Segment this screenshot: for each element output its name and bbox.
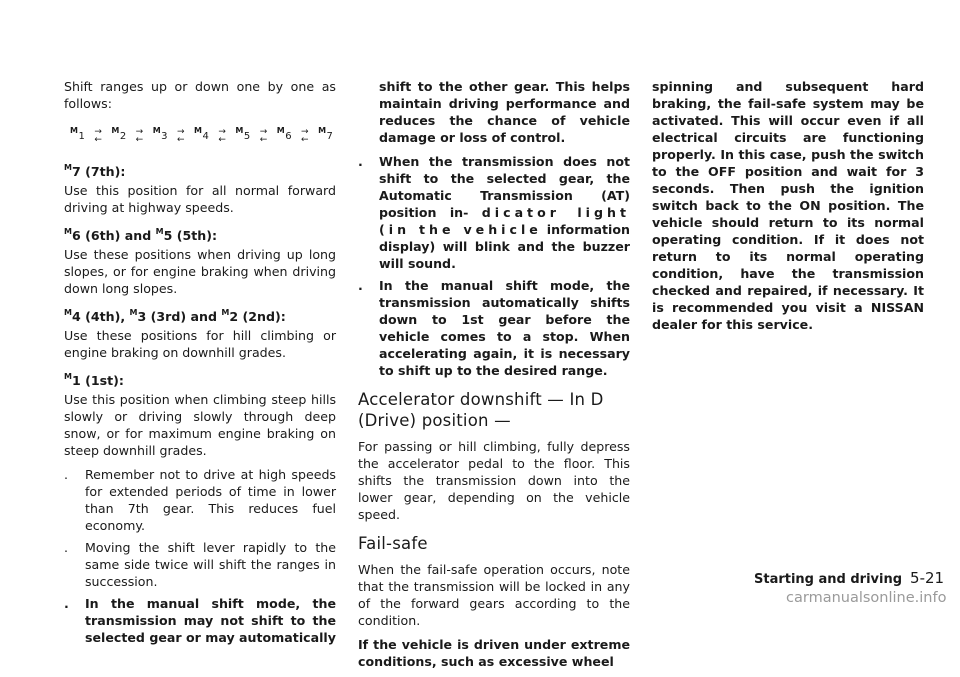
list-item: . In the manual shift mode, the transmission may not shift to the selected gear or may automatically bbox=[64, 596, 336, 645]
shift-arrows-icon: → ← bbox=[301, 127, 310, 145]
note-list bbox=[64, 466, 336, 646]
shift-sequence bbox=[70, 122, 336, 145]
gear-range-item: $^M$3 bbox=[152, 126, 169, 142]
shift-arrows-icon: → ← bbox=[94, 127, 103, 145]
heading-fail-safe: Fail-safe bbox=[358, 534, 428, 553]
warning-list bbox=[358, 153, 630, 379]
gear-range-item: $^M$5 bbox=[235, 126, 251, 142]
section-heading-7th: $^M$7 (7th): bbox=[64, 163, 126, 179]
list-item: . In the manual shift mode, the transmission automatically shifts down to 1st gear before the vehicle comes to a stop. When accelerating again, it is necessary to shift up to the desired range. bbox=[358, 278, 630, 378]
continued-text: shift to the other gear. This helps maintain driving performance and reduces the chance of vehicle damage or loss of control. bbox=[379, 79, 630, 145]
gear-range-item: $^M$4 bbox=[194, 126, 210, 142]
body-accelerator-downshift: For passing or hill climbing, fully depress the accelerator pedal to the floor. This shifts the transmission down into the lower gear, depending on the vehicle speed. bbox=[358, 439, 630, 522]
column-1 bbox=[64, 78, 336, 653]
page-footer bbox=[754, 569, 944, 587]
gear-range-item: $^M$7 bbox=[318, 126, 334, 142]
section-body-1st: Use this position when climbing steep hills slowly or driving slowly through deep snow, or for maximum engine braking on steep downhill grades. bbox=[64, 392, 336, 458]
section-heading-6th-5th: $^M$6 (6th) and $^M$5 (5th): bbox=[64, 227, 218, 243]
gear-range-item: $^M$1 bbox=[70, 126, 86, 142]
list-item: . Remember not to drive at high speeds for extended periods of time in lower than 7th gear. This reduces fuel economy. bbox=[64, 467, 336, 533]
page-number: 5-21 bbox=[910, 569, 945, 587]
heading-accelerator-downshift: Accelerator downshift — In D (Drive) position — bbox=[358, 390, 604, 430]
intro-text: Shift ranges up or down one by one as follows: bbox=[64, 79, 336, 111]
watermark-text: carmanualsonline.info bbox=[786, 590, 947, 606]
gear-range-item: $^M$2 bbox=[111, 126, 127, 142]
shift-arrows-icon: → ← bbox=[177, 127, 186, 145]
gear-range-item: $^M$6 bbox=[276, 126, 293, 142]
fail-safe-continued: spinning and subsequent hard braking, the fail-safe system may be activated. This will occur even if all electrical circuits are functioning properly. In this case, push the switch to the OFF position and wait for 3 seconds. Then push the ignition switch back to the ON position. The vehicle should return to its normal operating condition. If it does not return to its normal operating condition, have the transmission checked and repaired, if necessary. It is recommended you visit a NISSAN dealer for this service. bbox=[652, 79, 924, 332]
section-heading-1st: $^M$1 (1st): bbox=[64, 372, 124, 388]
body-fail-safe: When the fail-safe operation occurs, note that the transmission will be locked in any of the forward gears according to the condition. bbox=[358, 562, 630, 628]
list-item: . Moving the shift lever rapidly to the same side twice will shift the ranges in succession. bbox=[64, 540, 336, 589]
list-item: . When the transmission does not shift to the selected gear, the Automatic Transmission (AT) position in- dicator light (in the vehicle information display) will blink and the buzzer will sound. bbox=[358, 154, 630, 271]
shift-arrows-icon: → ← bbox=[218, 127, 227, 145]
body-fail-safe-warning: If the vehicle is driven under extreme conditions, such as excessive wheel bbox=[358, 637, 630, 669]
column-3 bbox=[652, 78, 924, 340]
section-body-6th-5th: Use these positions when driving up long slopes, or for engine braking when driving down long slopes. bbox=[64, 247, 336, 296]
section-heading-4th-3rd-2nd: $^M$4 (4th), $^M$3 (3rd) and $^M$2 (2nd): bbox=[64, 308, 286, 324]
column-2 bbox=[358, 78, 630, 677]
footer-section-title: Starting and driving bbox=[754, 572, 903, 587]
section-body-7th: Use this position for all normal forward driving at highway speeds. bbox=[64, 183, 336, 215]
shift-arrows-icon: → ← bbox=[259, 127, 268, 145]
shift-arrows-icon: → ← bbox=[135, 127, 144, 145]
section-body-4th-3rd-2nd: Use these positions for hill climbing or engine braking on downhill grades. bbox=[64, 328, 336, 360]
